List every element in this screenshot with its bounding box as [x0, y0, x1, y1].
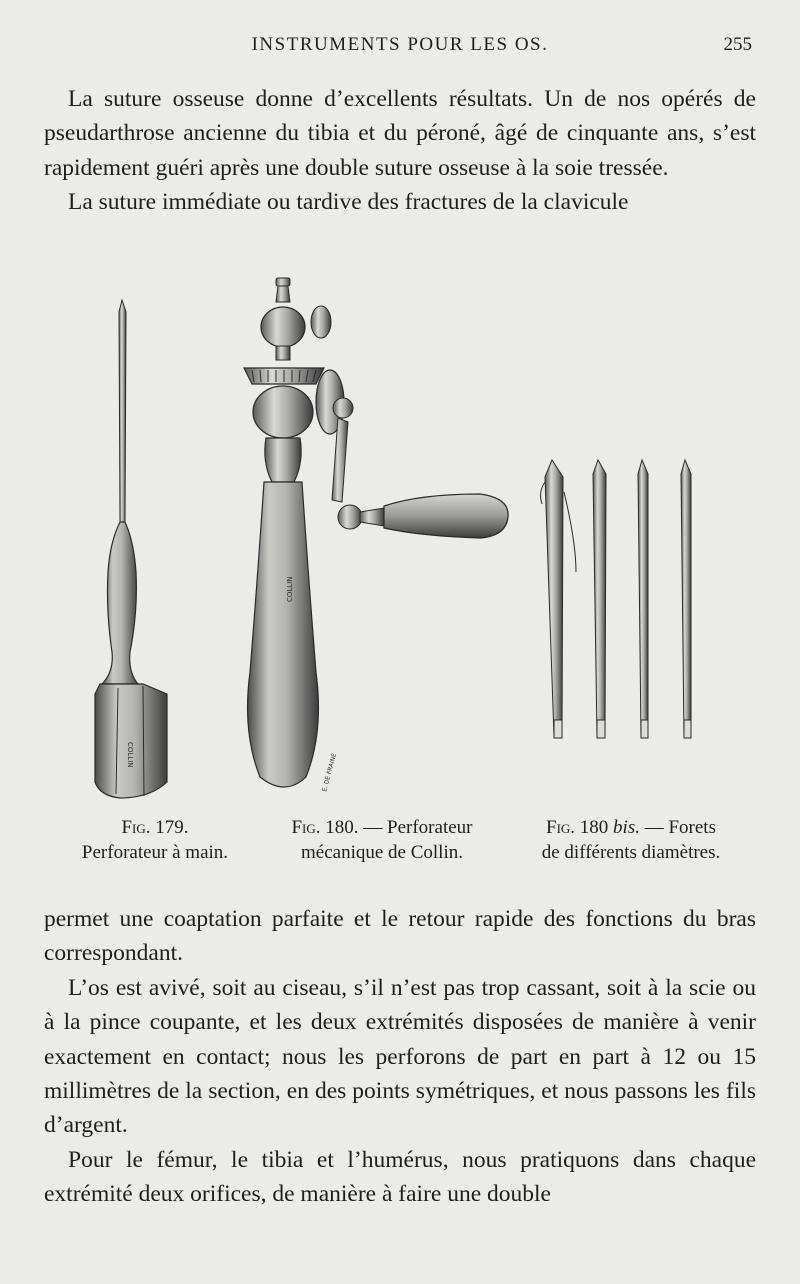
caption-text: Perforateur à main.: [81, 842, 229, 863]
caption-text-line2: de différents diamètres.: [541, 842, 721, 863]
paragraph-os-avive: L’os est avivé, soit au ciseau, s’il n’est pas trop cassant, soit à la scie ou à la pince coupante, et les deux extrémités disposées de manière à venir exactement en contact; nous les perforons de part en part à 12 ou 15 millimètres de la section, en des points symétriques, et nous passons les fils d’argent.: [44, 974, 756, 1139]
caption-label: Fig. 179.: [121, 817, 189, 838]
page-header: [0, 30, 800, 60]
fig179-hand-perforator-drawing: [95, 300, 167, 798]
caption-text-line1: — Forets: [644, 817, 716, 838]
paragraph-suture-osseuse: La suture osseuse donne d’excellents résultats. Un de nos opérés de pseudarthrose ancienne du tibia et du péroné, âgé de cinquante ans, s’est rapidement guéri après une double suture osseuse à la soie tressée.: [44, 86, 756, 181]
running-title: INSTRUMENTS POUR LES OS.: [251, 34, 549, 55]
paragraph-clavicule-start: La suture immédiate ou tardive des fractures de la clavicule: [68, 189, 629, 216]
fig180bis-drills-drawing: [541, 460, 691, 738]
fig180-engraver-signature: E. DE FRAINE: [321, 752, 339, 793]
paragraph-coaptation: permet une coaptation parfaite et le retour rapide des fonctions du bras correspondant.: [44, 906, 756, 967]
paragraph-femur: Pour le fémur, le tibia et l’humérus, nous pratiquons dans chaque extrémité deux orifices, de manière à faire une double: [44, 1146, 756, 1208]
page-number: 255: [723, 34, 752, 55]
caption-label-italic: bis.: [613, 817, 640, 838]
fig179-engraving: COLLIN: [126, 742, 134, 768]
caption-label: Fig. 180.: [291, 817, 359, 838]
body-text-top: [44, 82, 756, 220]
caption-label: Fig. 180: [546, 817, 609, 838]
fig180-engraving: COLLIN: [286, 576, 294, 602]
caption-fig-180-bis: [506, 815, 756, 865]
figures-area: [40, 272, 760, 802]
engravings: [40, 272, 760, 802]
caption-fig-180: [262, 815, 502, 865]
body-text-bottom: [44, 902, 756, 1212]
fig180-mechanical-perforator-drawing: [244, 278, 508, 793]
caption-fig-179: [40, 815, 270, 865]
caption-text-line2: mécanique de Collin.: [301, 842, 463, 863]
caption-text-line1: — Perforateur: [363, 817, 473, 838]
